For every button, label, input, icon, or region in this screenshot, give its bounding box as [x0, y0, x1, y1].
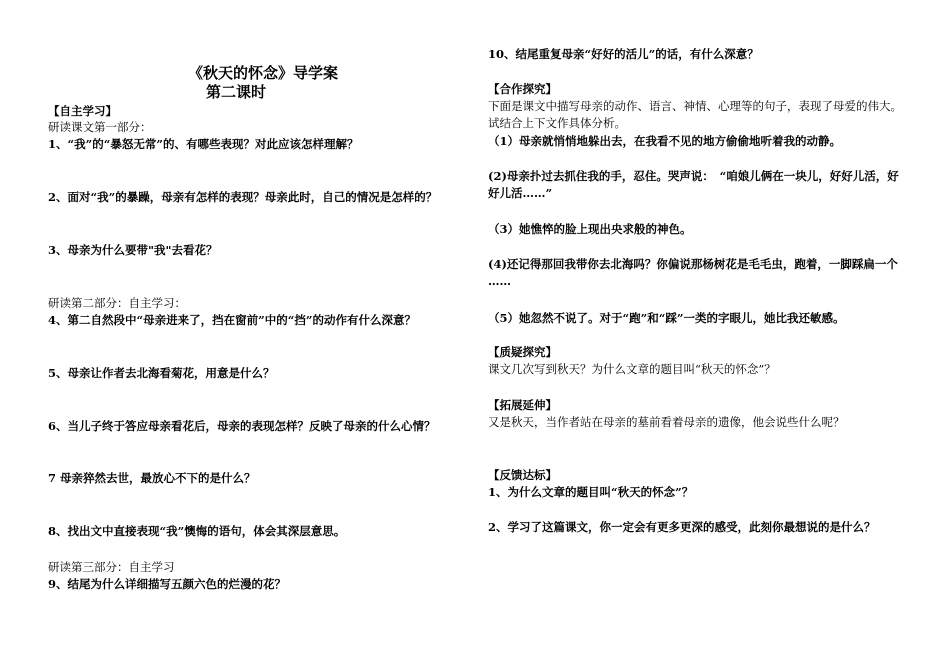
analysis-item-5: （5）她忽然不说了。对于“跑”和“踩”一类的字眼儿，她比我还敏感。	[488, 311, 845, 325]
analysis-item-2-line-2: 好儿活……”	[488, 186, 553, 200]
section-heading-self-study: 【自主学习】	[48, 104, 117, 118]
section-heading-questioning: 【质疑探究】	[488, 345, 557, 359]
feedback-question-2: 2、学习了这篇课文，你一定会有更多更深的感受，此刻你最想说的是什么？	[488, 520, 876, 534]
part-heading-2: 研读第二部分：自主学习：	[48, 296, 186, 310]
question-8: 8、找出文中直接表现“我”懊悔的语句，体会其深层意思。	[48, 524, 346, 538]
question-2: 2、面对“我”的暴躁，母亲有怎样的表现？母亲此时，自己的情况是怎样的？	[48, 190, 438, 204]
page-subtitle: 第二课时	[206, 83, 267, 101]
feedback-question-1: 1、为什么文章的题目叫“秋天的怀念”？	[488, 485, 694, 499]
cooperative-intro-line-1: 下面是课文中描写母亲的动作、语言、神情、心理等的句子，表现了母爱的伟大。	[488, 99, 902, 113]
part-heading-3: 研读第三部分：自主学习	[48, 560, 175, 574]
cooperative-intro-line-2: 试结合上下文作具体分析。	[488, 116, 626, 130]
question-4: 4、第二自然段中“母亲进来了，挡在窗前”中的“挡”的动作有什么深意？	[48, 313, 416, 327]
analysis-item-2-line-1: (2)母亲扑过去抓住我的手，忍住。哭声说： “咱娘儿俩在一块儿，好好儿活，好	[488, 169, 899, 183]
question-5: 5、母亲让作者去北海看菊花，用意是什么？	[48, 366, 275, 380]
analysis-item-3: （3）她憔悴的脸上现出央求般的神色。	[488, 222, 692, 236]
section-heading-feedback: 【反馈达标】	[488, 468, 557, 482]
question-10: 10、结尾重复母亲“好好的活儿”的话，有什么深意？	[488, 47, 759, 61]
analysis-item-4-line-1: (4)还记得那回我带你去北海吗？你偏说那杨树花是毛毛虫，跑着，一脚踩扁一个	[488, 257, 898, 271]
section-heading-cooperative: 【合作探究】	[488, 82, 557, 96]
question-9: 9、结尾为什么详细描写五颜六色的烂漫的花？	[48, 577, 286, 591]
analysis-item-4-line-2: ……	[488, 274, 511, 288]
question-3: 3、母亲为什么要带"我"去看花？	[48, 243, 218, 257]
extension-question: 又是秋天，当作者站在母亲的墓前看着母亲的遗像，他会说些什么呢？	[488, 415, 845, 429]
question-7: 7 母亲猝然去世，最放心不下的是什么？	[48, 471, 256, 485]
question-1: 1、“我”的“暴怒无常”的、有哪些表现？对此应该怎样理解？	[48, 137, 359, 151]
section-heading-extension: 【拓展延伸】	[488, 398, 557, 412]
questioning-question: 课文几次写到秋天？为什么文章的题目叫“秋天的怀念”？	[488, 362, 776, 376]
question-6: 6、当儿子终于答应母亲看花后，母亲的表现怎样？反映了母亲的什么心情？	[48, 419, 436, 433]
part-heading-1: 研读课文第一部分：	[48, 120, 152, 134]
page-title: 《秋天的怀念》导学案	[188, 64, 339, 82]
analysis-item-1: （1）母亲就悄悄地躲出去，在我看不见的地方偷偷地听着我的动静。	[488, 134, 841, 148]
